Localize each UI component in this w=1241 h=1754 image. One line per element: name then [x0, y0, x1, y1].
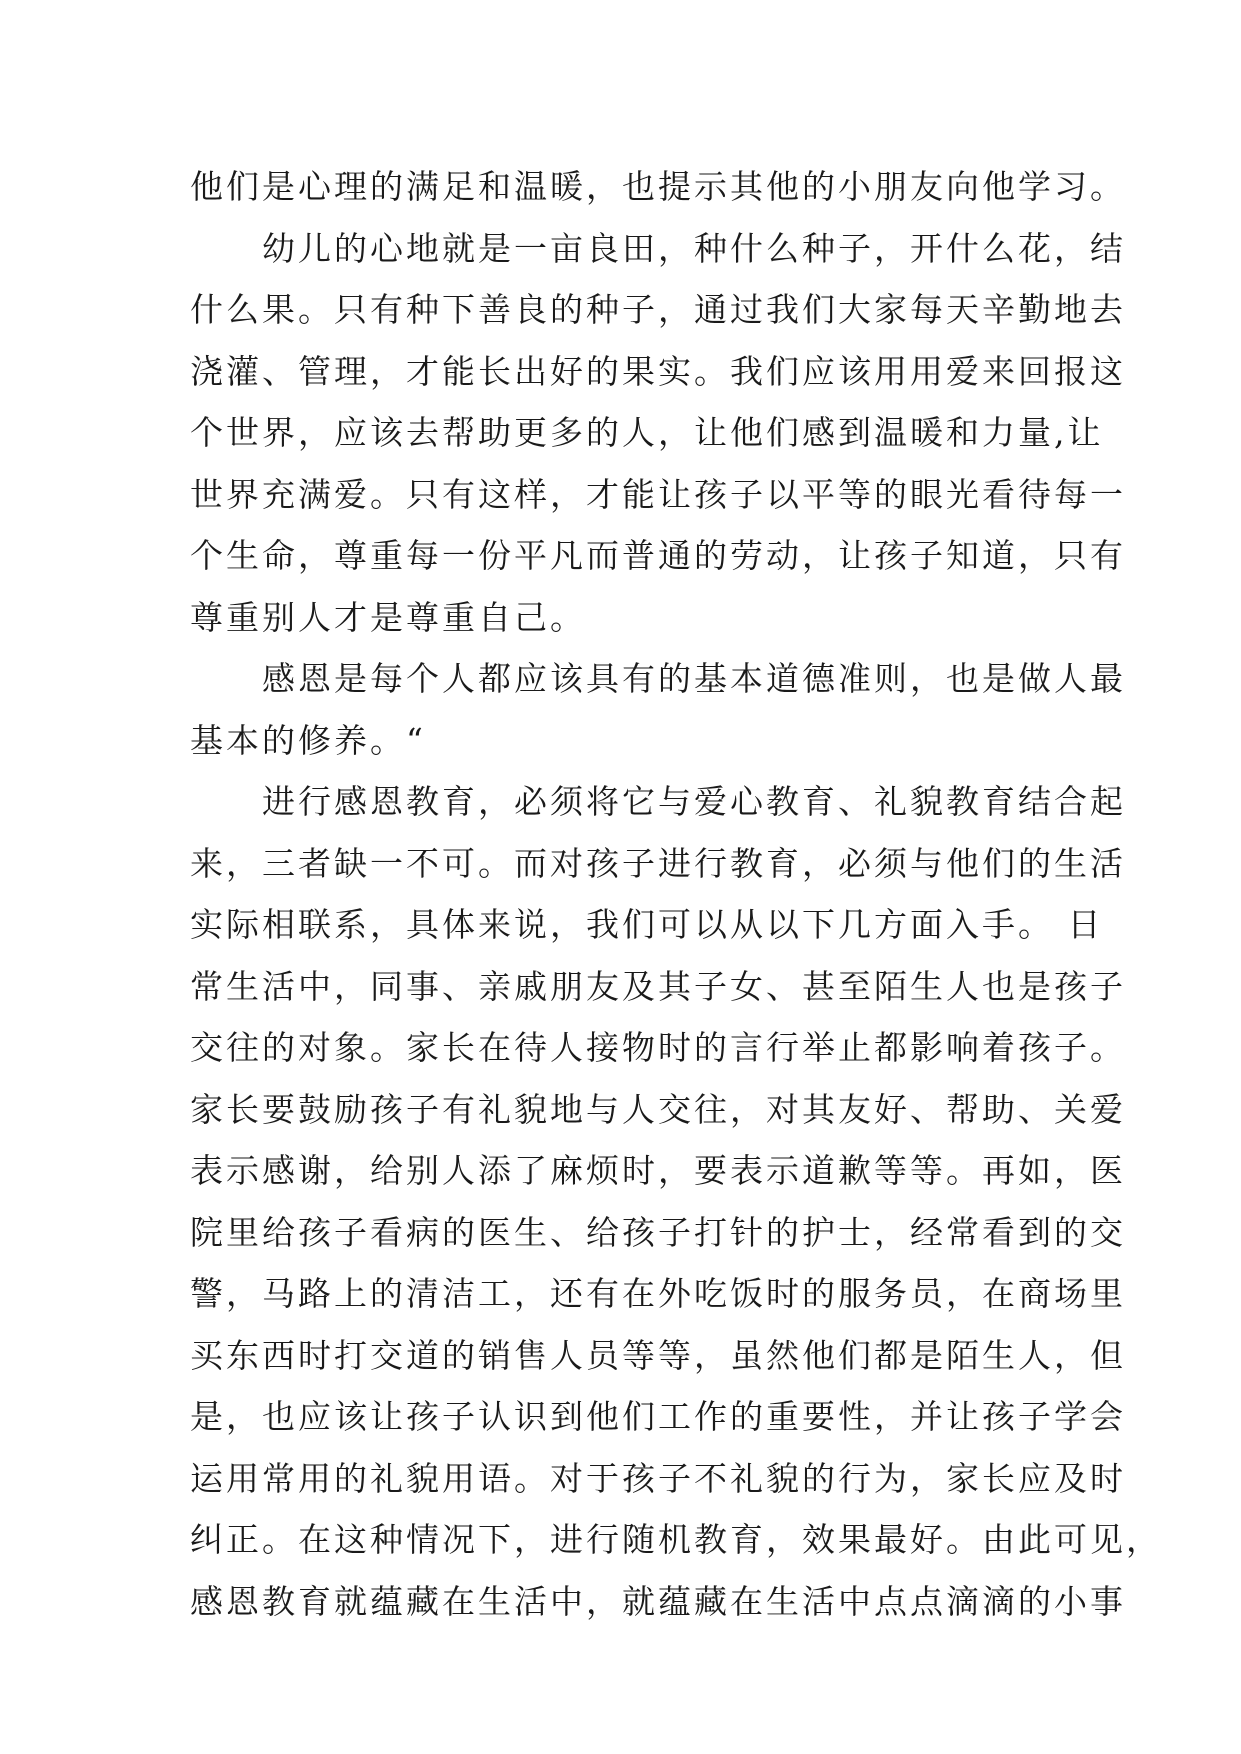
text-line: 世界充满爱。只有这样，才能让孩子以平等的眼光看待每一 [190, 474, 1126, 514]
text-line: 感恩是每个人都应该具有的基本道德准则，也是做人最 [190, 659, 1126, 698]
text-line: 个世界，应该去帮助更多的人，让他们感到温暖和力量,让 [190, 413, 1104, 452]
text-line: 买东西时打交道的销售人员等等，虽然他们都是陌生人，但 [190, 1335, 1126, 1375]
text-line: 是，也应该让孩子认识到他们工作的重要性，并让孩子学会 [190, 1397, 1126, 1436]
text-line: 警，马路上的清洁工，还有在外吃饭时的服务员，在商场里 [190, 1274, 1126, 1313]
text-line: 家长要鼓励孩子有礼貌地与人交往，对其友好、帮助、关爱 [190, 1089, 1126, 1129]
text-line: 幼儿的心地就是一亩良田，种什么种子，开什么花，结 [190, 228, 1126, 268]
text-line: 表示感谢，给别人添了麻烦时，要表示道歉等等。再如，医 [190, 1151, 1126, 1190]
text-line: 感恩教育就蕴藏在生活中，就蕴藏在生活中点点滴滴的小事 [190, 1581, 1126, 1621]
text-line: 常生活中，同事、亲戚朋友及其子女、甚至陌生人也是孩子 [190, 966, 1126, 1006]
text-line: 来，三者缺一不可。而对孩子进行教育，必须与他们的生活 [190, 843, 1126, 883]
text-line: 基本的修养。“ [190, 720, 426, 760]
text-line: 实际相联系，具体来说，我们可以从以下几方面入手。 日 [190, 905, 1104, 944]
text-line: 尊重别人才是尊重自己。 [190, 597, 586, 637]
text-line: 运用常用的礼貌用语。对于孩子不礼貌的行为，家长应及时 [190, 1458, 1126, 1498]
text-line: 进行感恩教育，必须将它与爱心教育、礼貌教育结合起 [190, 782, 1126, 821]
text-line: 个生命，尊重每一份平凡而普通的劳动，让孩子知道，只有 [190, 536, 1126, 575]
text-line: 他们是心理的满足和温暖，也提示其他的小朋友向他学习。 [190, 167, 1126, 206]
text-line: 什么果。只有种下善良的种子，通过我们大家每天辛勤地去 [190, 290, 1126, 329]
text-line: 院里给孩子看病的医生、给孩子打针的护士，经常看到的交 [190, 1212, 1126, 1252]
body-text [190, 156, 1162, 1632]
text-line: 交往的对象。家长在待人接物时的言行举止都影响着孩子。 [190, 1028, 1126, 1067]
text-line: 浇灌、管理，才能长出好的果实。我们应该用用爱来回报这 [190, 351, 1126, 391]
text-line: 纠正。在这种情况下，进行随机教育，效果最好。由此可见， [190, 1520, 1162, 1559]
